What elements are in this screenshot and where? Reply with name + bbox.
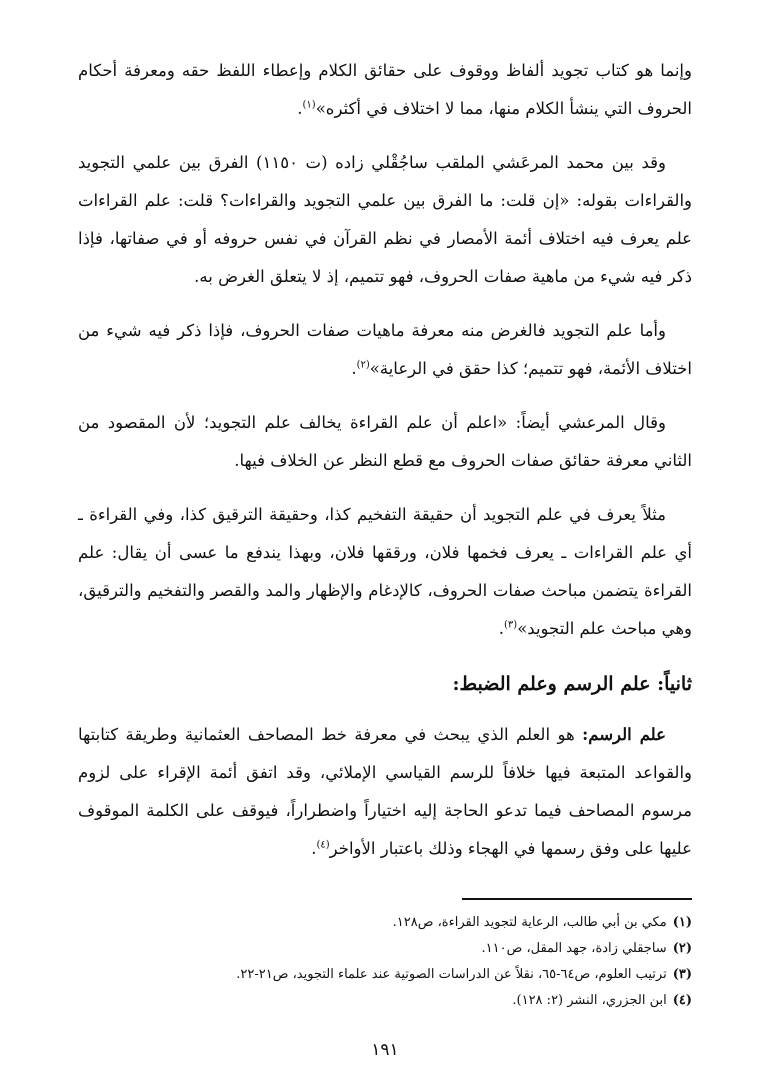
footnote-text: ساجقلي زادة، جهد المقل، ص١١٠. [481,941,667,956]
paragraph-1-end: . [297,99,303,118]
footnote-separator [462,898,692,900]
footnote-item [78,936,692,962]
paragraph-3-text: وأما علم التجويد فالغرض منه معرفة ماهيات صفات الحروف، فإذا ذكر فيه شيء من اختلاف الأئمة، فهو تتميم؛ كذا حقق في الرعاية» [78,321,692,378]
footnote-number: (٤) [672,993,692,1008]
footnotes-list [78,910,692,1014]
footnote-text: ترتيب العلوم، ص٦٤-٦٥، نقلاً عن الدراسات الصوتية عند علماء التجويد، ص٢١-٢٢. [236,967,667,982]
footnote-item [78,962,692,988]
footnote-item [78,988,692,1014]
footnote-ref-1: (١) [302,99,316,111]
rasm-term: علم الرسم: [582,725,666,744]
paragraph-5-text: مثلاً يعرف في علم التجويد أن حقيقة التفخيم كذا، وحقيقة الترقيق كذا، وفي القراءة ـ أي علم القراءات ـ يعرف فخمها فلان، ورققها فلان، وبهذا يندفع ما عسى أن يقال: علم القراءة يتضمن مباحث صفات الحروف، كالإدغام والإظهار والمد والقصر والتفخيم والترقيق، وهي مباحث علم التجويد» [78,505,692,638]
document-page [78,52,692,1014]
footnote-item [78,910,692,936]
rasm-end: . [311,839,317,858]
footnote-number: (٢) [672,941,692,956]
paragraph-4-text: وقال المرعشي أيضاً: «اعلم أن علم القراءة يخالف علم التجويد؛ لأن المقصود من الثاني معرفة حقائق صفات الحروف مع قطع النظر عن الخلاف فيها. [78,413,692,470]
paragraph-4 [78,404,692,480]
section-heading: ثانياً: علم الرسم وعلم الضبط: [452,673,692,695]
paragraph-3-end: . [351,359,357,378]
footnote-text: مكي بن أبي طالب، الرعاية لتجويد القراءة، ص١٢٨. [392,915,667,930]
footnote-number: (١) [672,915,692,930]
paragraph-3 [78,312,692,388]
paragraph-2 [78,144,692,296]
footnote-number: (٣) [672,967,692,982]
rasm-text: هو العلم الذي يبحث في معرفة خط المصاحف العثمانية وطريقة كتابتها والقواعد المتبعة فيها خلافاً للرسم القياسي الإملائي، وقد اتفق أئمة الإقراء على لزوم مرسوم المصاحف فيما تدعو الحاجة إليه اختياراً واضطراراً، فيوقف على الكلمة الموقوف عليها على وفق رسمها في الهجاء وذلك باعتبار الأواخر [78,725,692,858]
footnote-ref-2: (٢) [356,359,370,371]
footnote-text: ابن الجزري، النشر (٢: ١٢٨). [512,993,667,1008]
page-number: ١٩١ [371,1040,399,1060]
footnote-separator-wrap [78,884,692,910]
paragraph-2-text: وقد بين محمد المرعَشي الملقب ساجُقْلي زاده (ت ١١٥٠) الفرق بين علمي التجويد والقراءات بقوله: «إن قلت: ما الفرق بين علمي التجويد والقراءات؟ قلت: علم القراءات علم يعرف فيه اختلاف أئمة الأمصار في نظم القرآن في نفس حروفه أو في صفاتها، فإذا ذكر فيه شيء من ماهية صفات الحروف، فهو تتميم، إذ لا يتعلق الغرض به. [78,153,692,286]
paragraph-1-text: وإنما هو كتاب تجويد ألفاظ ووقوف على حقائق الكلام وإعطاء اللفظ حقه ومعرفة أحكام الحروف التي ينشأ الكلام منها، مما لا اختلاف في أكثره» [78,61,692,118]
paragraph-5 [78,496,692,648]
paragraph-1 [78,52,692,128]
footnote-ref-3: (٣) [504,619,518,631]
paragraph-5-end: . [498,619,504,638]
paragraph-rasm [78,716,692,868]
footnote-ref-4: (٤) [316,839,330,851]
